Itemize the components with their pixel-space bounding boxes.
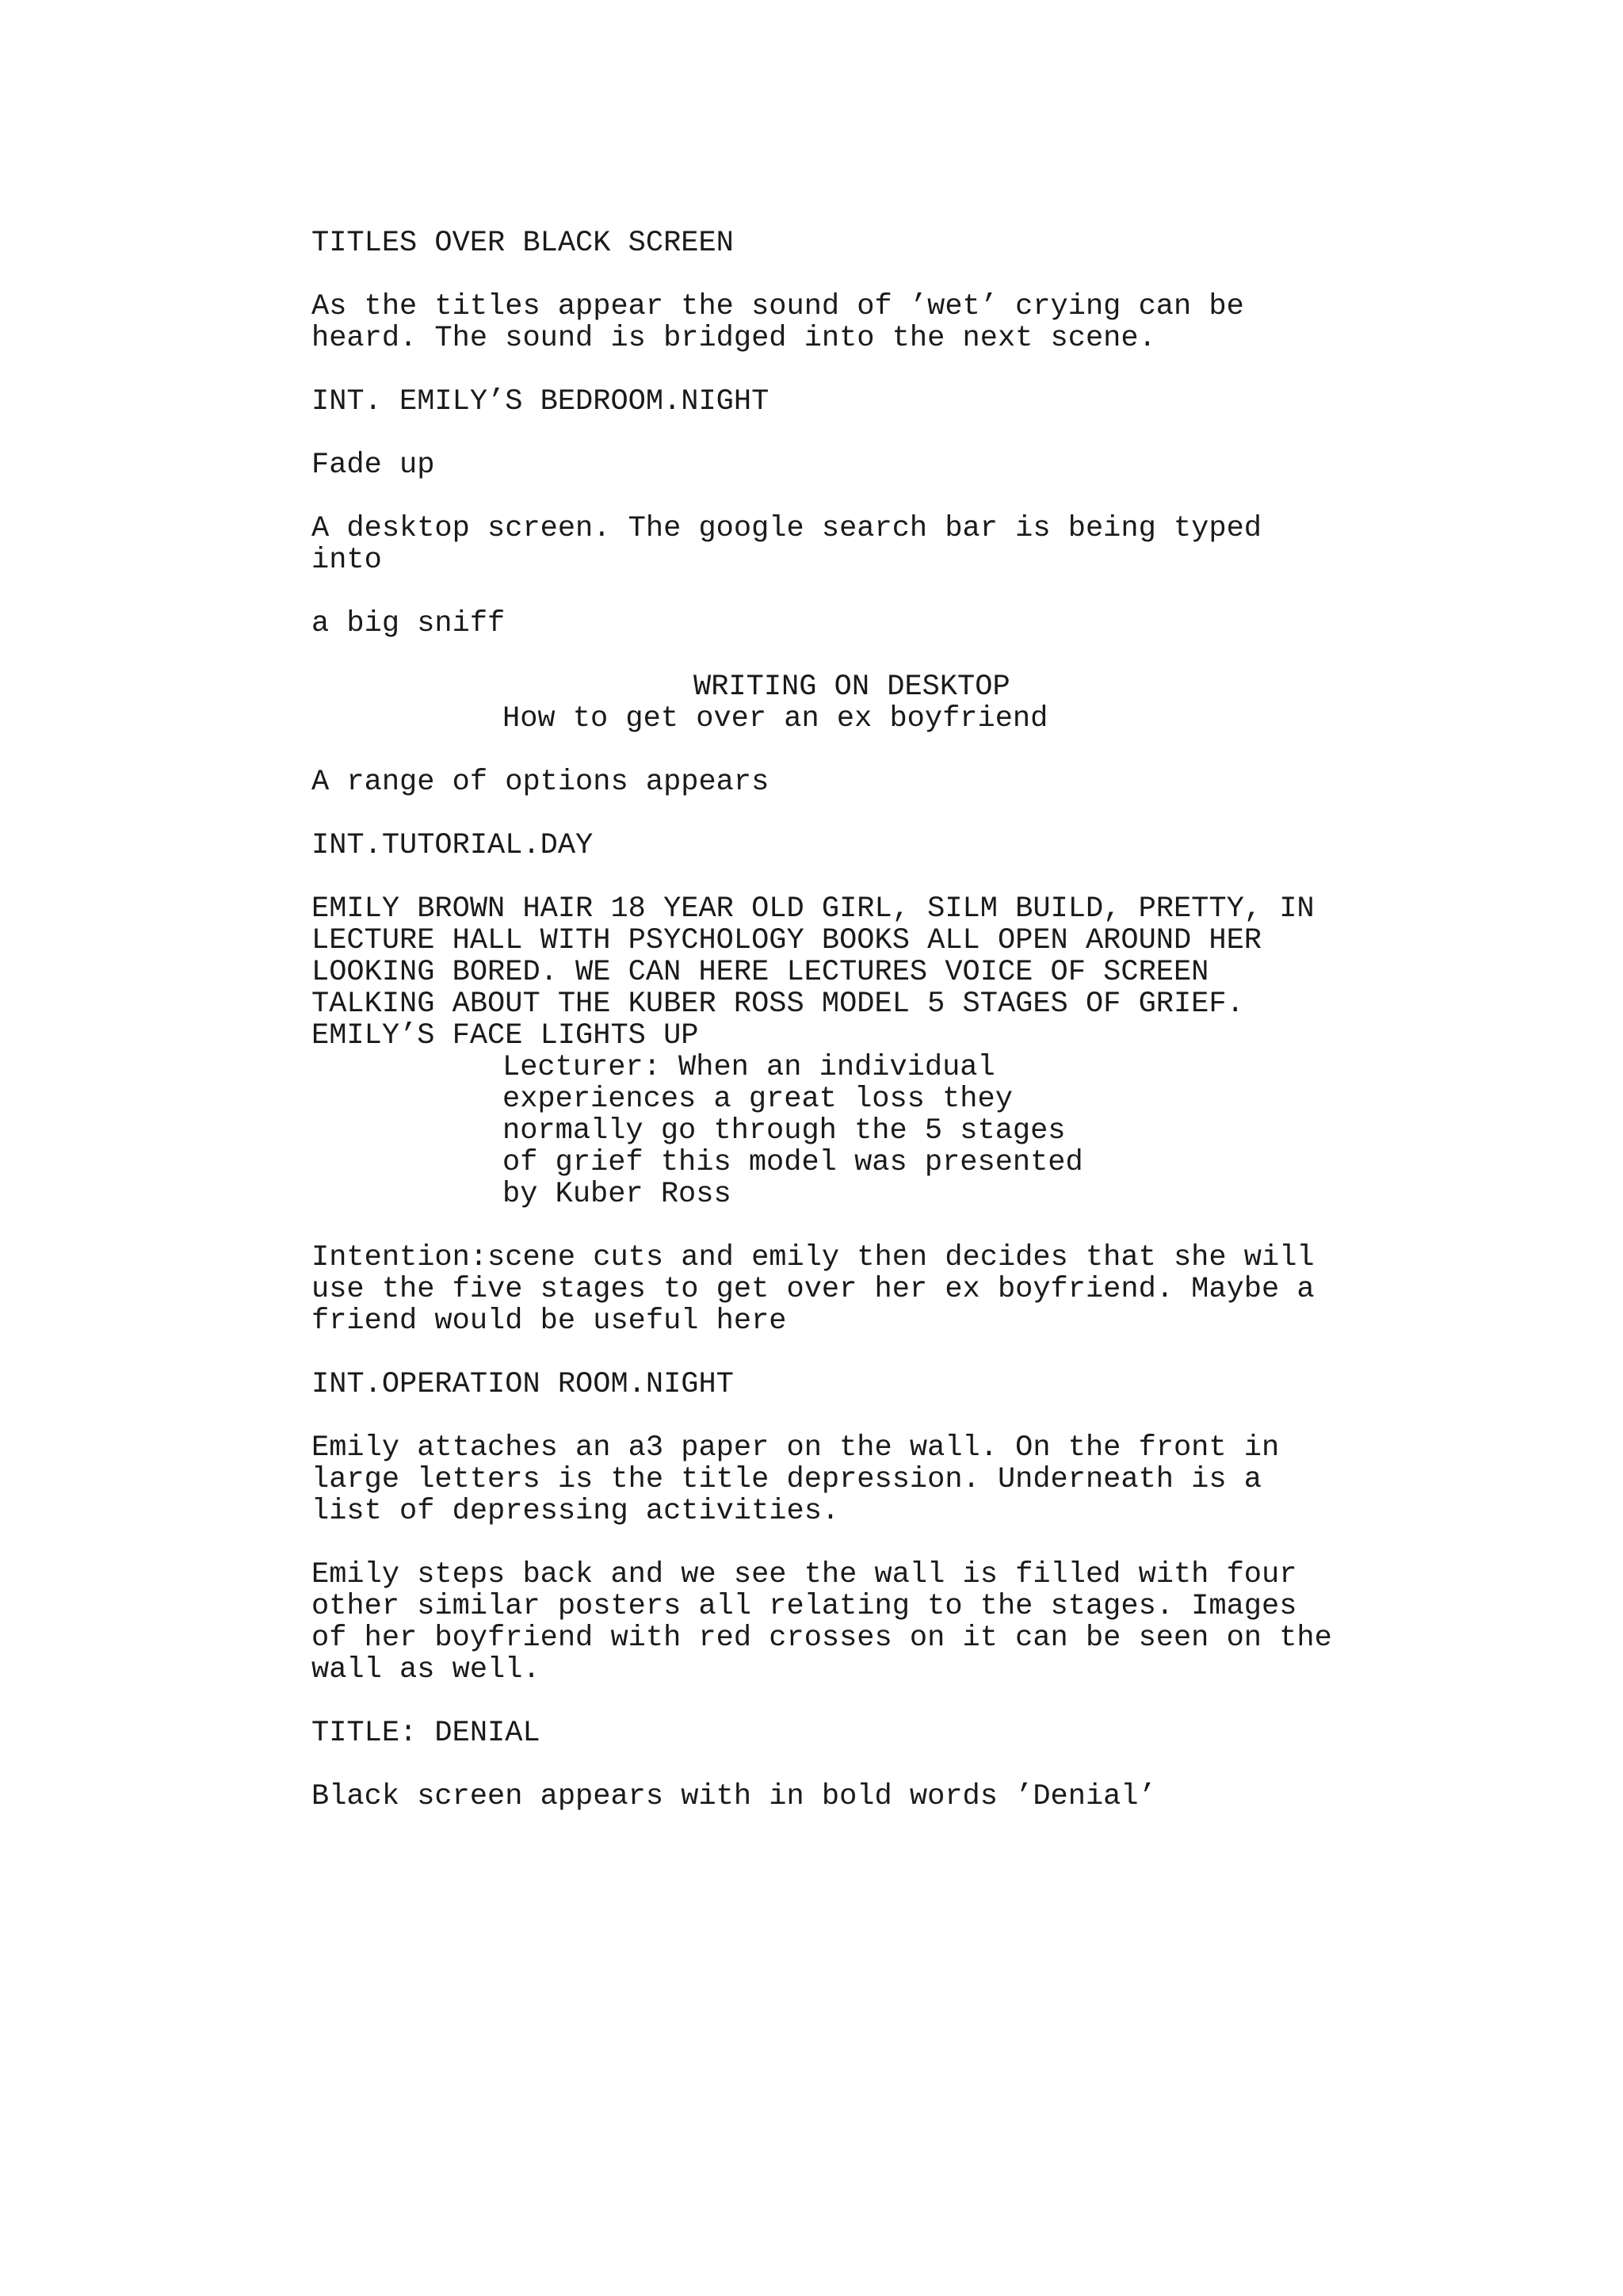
action-line: LECTURE HALL WITH PSYCHOLOGY BOOKS ALL OPEN AROUND HER xyxy=(311,924,1262,957)
spacer xyxy=(311,735,1532,766)
character-cue: WRITING ON DESKTOP xyxy=(693,670,1010,704)
spacer xyxy=(311,861,1532,893)
spacer xyxy=(311,1337,1532,1369)
screenplay-body xyxy=(311,227,1532,1813)
action-line: TALKING ABOUT THE KUBER ROSS MODEL 5 STAGES OF GRIEF. xyxy=(311,988,1244,1021)
spacer xyxy=(311,576,1532,608)
action-line: wall as well. xyxy=(311,1653,540,1687)
dialogue-line: Lecturer: When an individual xyxy=(502,1051,995,1084)
dialogue-line: How to get over an ex boyfriend xyxy=(502,702,1048,735)
dialogue-line: of grief this model was presented xyxy=(502,1146,1083,1179)
action-line: A desktop screen. The google search bar is being typed xyxy=(311,512,1262,545)
spacer xyxy=(311,1400,1532,1432)
dialogue-line: normally go through the 5 stages xyxy=(502,1114,1066,1148)
action-line: Emily attaches an a3 paper on the wall. On the front in xyxy=(311,1431,1280,1465)
action-line: friend would be useful here xyxy=(311,1305,787,1338)
scene-heading: INT.OPERATION ROOM.NIGHT xyxy=(311,1368,734,1401)
spacer xyxy=(311,1210,1532,1242)
action-line: A range of options appears xyxy=(311,766,769,799)
action-line: LOOKING BORED. WE CAN HERE LECTURES VOICE OF SCREEN xyxy=(311,956,1209,989)
dialogue-line: experiences a great loss they xyxy=(502,1083,1013,1116)
dialogue-line: by Kuber Ross xyxy=(502,1178,731,1211)
spacer xyxy=(311,354,1532,386)
action-line: Black screen appears with in bold words ’Denial’ xyxy=(311,1780,1156,1813)
action-line: list of depressing activities. xyxy=(311,1495,840,1528)
spacer xyxy=(311,259,1532,291)
scene-heading: INT.TUTORIAL.DAY xyxy=(311,829,594,862)
action-line: Fade up xyxy=(311,449,435,482)
action-line: As the titles appear the sound of ’wet’ crying can be xyxy=(311,290,1244,323)
spacer xyxy=(311,1527,1532,1559)
spacer xyxy=(311,1686,1532,1717)
spacer xyxy=(311,1749,1532,1781)
action-line: a big sniff xyxy=(311,607,506,640)
title-card: TITLE: DENIAL xyxy=(311,1717,540,1750)
scene-heading: INT. EMILY’S BEDROOM.NIGHT xyxy=(311,385,769,418)
action-line: heard. The sound is bridged into the next scene. xyxy=(311,322,1156,355)
spacer xyxy=(311,640,1532,671)
action-line: Emily steps back and we see the wall is filled with four xyxy=(311,1558,1297,1591)
action-line: of her boyfriend with red crosses on it can be seen on the xyxy=(311,1622,1332,1655)
action-line: Intention:scene cuts and emily then decides that she will xyxy=(311,1241,1315,1274)
action-line: EMILY’S FACE LIGHTS UP xyxy=(311,1019,699,1052)
action-line: into xyxy=(311,544,382,577)
spacer xyxy=(311,798,1532,830)
scene-heading: TITLES OVER BLACK SCREEN xyxy=(311,227,734,260)
action-line: other similar posters all relating to the stages. Images xyxy=(311,1590,1297,1623)
action-line: use the five stages to get over her ex boyfriend. Maybe a xyxy=(311,1273,1315,1306)
spacer xyxy=(311,418,1532,449)
spacer xyxy=(311,481,1532,513)
action-line: EMILY BROWN HAIR 18 YEAR OLD GIRL, SILM BUILD, PRETTY, IN xyxy=(311,892,1315,926)
action-line: large letters is the title depression. Underneath is a xyxy=(311,1463,1262,1496)
